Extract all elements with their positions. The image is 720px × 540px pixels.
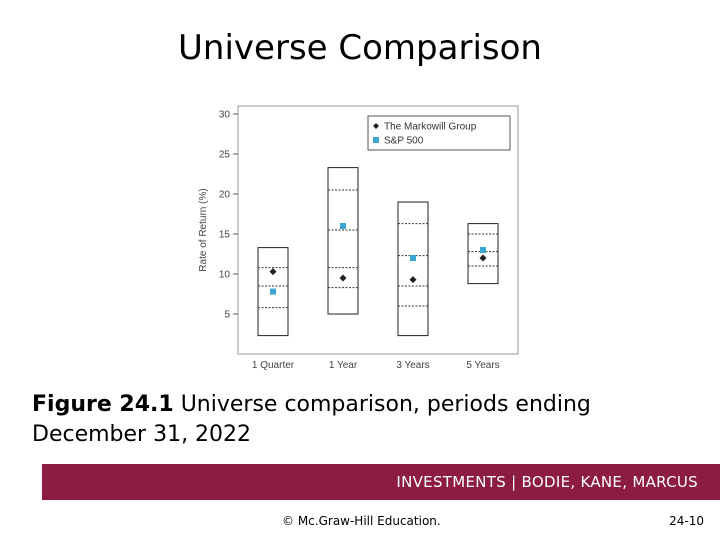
copyright-notice: © Mc.Graw-Hill Education.	[282, 514, 441, 528]
x-tick-label: 5 Years	[466, 360, 500, 371]
x-tick-label: 3 Years	[396, 360, 430, 371]
x-tick-label: 1 Year	[328, 360, 358, 371]
sp500-point	[340, 223, 346, 229]
footer-bar	[42, 464, 720, 500]
x-tick-label: 1 Quarter	[251, 360, 295, 371]
y-tick-label: 20	[218, 189, 230, 201]
figure-caption-text: Universe comparison, periods ending December 31, 2022	[32, 392, 591, 447]
sp500-point	[270, 289, 276, 295]
slide-title: Universe Comparison	[178, 28, 542, 68]
y-tick-label: 5	[224, 309, 230, 321]
legend-marker-sp500	[373, 137, 379, 143]
page-number: 24-10	[669, 514, 704, 528]
y-axis-label: Rate of Return (%)	[198, 188, 209, 272]
y-tick-label: 10	[218, 269, 230, 281]
y-tick-label: 25	[218, 149, 230, 161]
y-tick-label: 15	[218, 229, 230, 241]
legend-label: The Markowill Group	[384, 121, 477, 133]
y-tick-label: 30	[218, 109, 230, 121]
universe-comparison-chart	[190, 98, 530, 378]
sp500-point	[410, 255, 416, 261]
sp500-point	[480, 247, 486, 253]
figure-label: Figure 24.1	[32, 392, 174, 417]
footer-text: INVESTMENTS | BODIE, KANE, MARCUS	[396, 473, 698, 491]
legend-label: S&P 500	[384, 135, 424, 147]
figure-caption	[32, 390, 692, 450]
